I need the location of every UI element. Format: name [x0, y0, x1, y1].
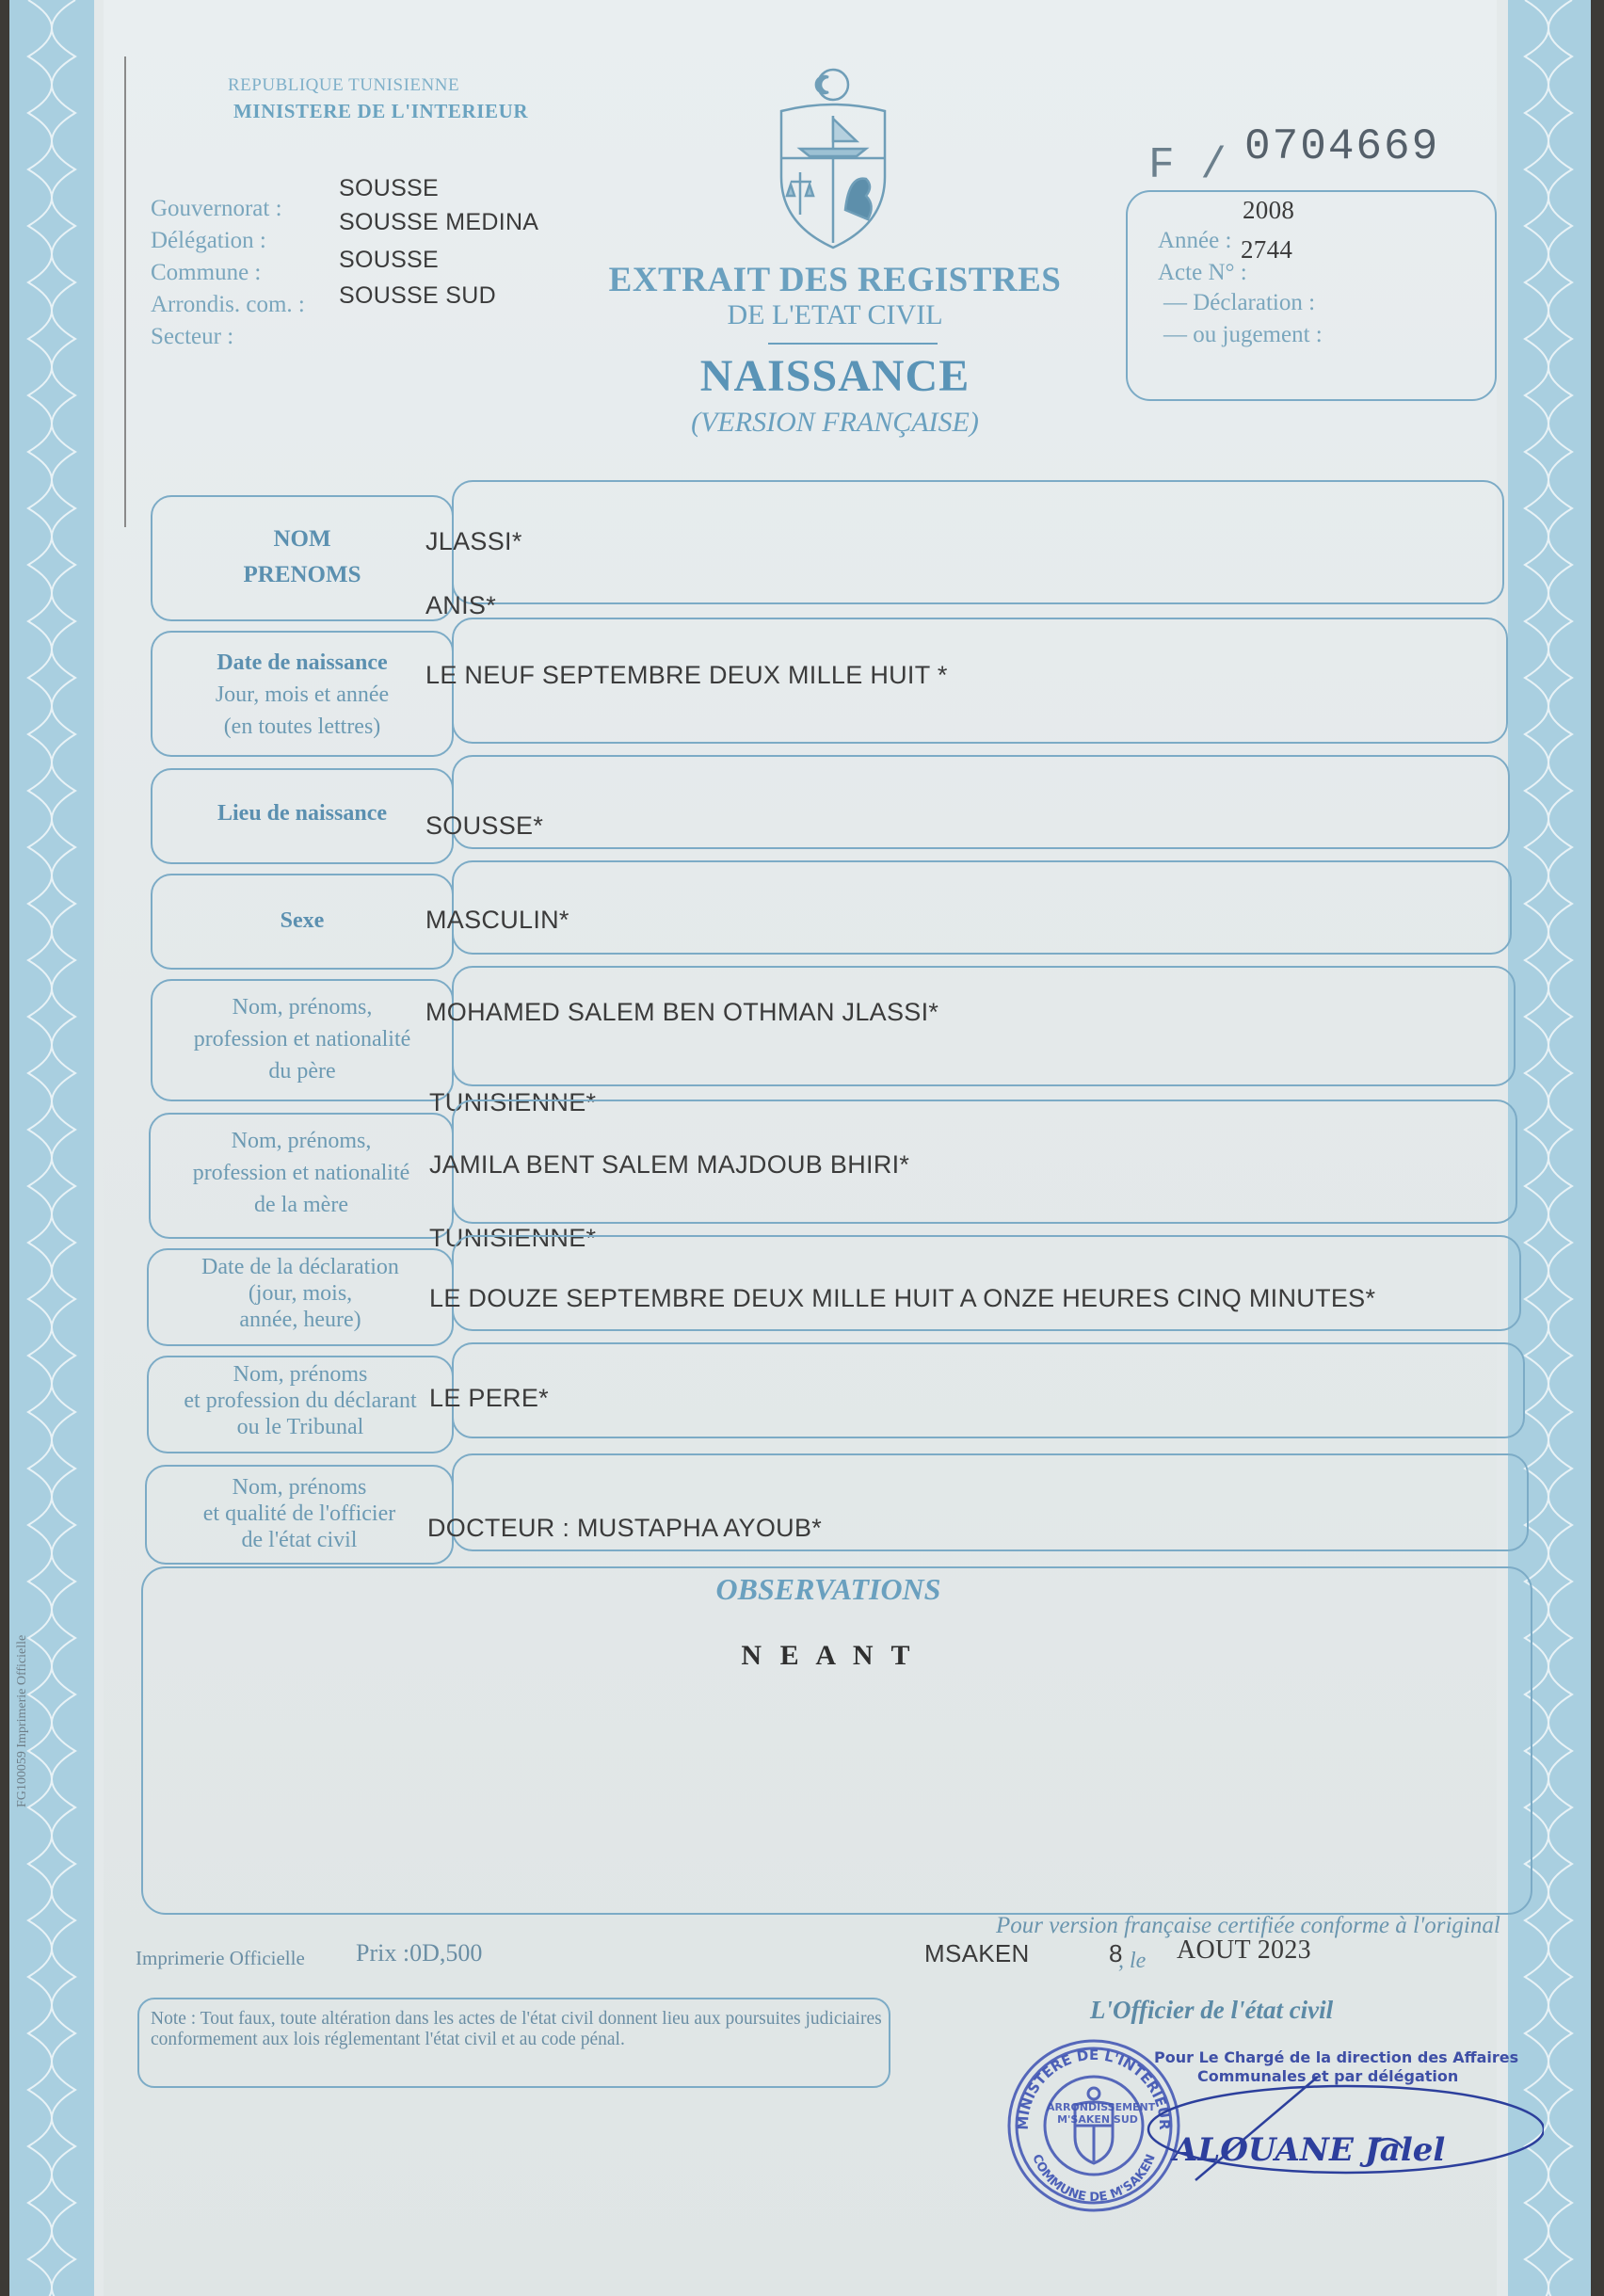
- title-etat-civil: DE L'ETAT CIVIL: [727, 299, 943, 330]
- decl-value-box: [452, 1235, 1521, 1331]
- annee-value: 2008: [1243, 196, 1295, 224]
- header-vertical-rule: [124, 56, 126, 527]
- nom-label: NOM: [273, 526, 331, 552]
- lieu-value-box: [452, 755, 1510, 849]
- title-version: (VERSION FRANÇAISE): [691, 407, 979, 438]
- pere-nationality: TUNISIENNE*: [429, 1088, 597, 1116]
- jugement-label: — ou jugement :: [1163, 322, 1323, 347]
- decl-label-3: année, heure): [239, 1308, 361, 1332]
- delegation-label: Délégation :: [151, 228, 266, 253]
- officier-label-2: et qualité de l'officier: [202, 1501, 396, 1526]
- annee-label: Année :: [1158, 228, 1232, 253]
- date-label-2: Jour, mois et année: [215, 682, 390, 707]
- date-le-label: , le: [1118, 1949, 1147, 1973]
- declarant-label-1: Nom, prénoms: [233, 1362, 368, 1387]
- prenoms-value: ANIS*: [425, 591, 497, 619]
- commune-value: SOUSSE: [339, 247, 439, 273]
- title-underline: [768, 343, 938, 345]
- pere-label-3: du père: [268, 1059, 336, 1084]
- officier-label-3: de l'état civil: [241, 1528, 358, 1552]
- title-extrait: EXTRAIT DES REGISTRES: [608, 261, 1062, 299]
- pere-label-2: profession et nationalité: [193, 1027, 411, 1052]
- mere-label-1: Nom, prénoms,: [231, 1129, 372, 1153]
- stamp-delegation-line1: Pour Le Chargé de la direction des Affaires: [1154, 2048, 1519, 2066]
- observations-title: OBSERVATIONS: [715, 1572, 941, 1606]
- decl-value: LE DOUZE SEPTEMBRE DEUX MILLE HUIT A ONZE HEURES CINQ MINUTES*: [429, 1284, 1376, 1312]
- signatory-name: ALOUANE Jalel: [1173, 2131, 1446, 2169]
- month-year-value: AOUT 2023: [1177, 1935, 1311, 1965]
- lieu-value: SOUSSE*: [425, 811, 544, 840]
- gouvernorat-value: SOUSSE: [339, 175, 439, 201]
- declaration-label: — Déclaration :: [1163, 290, 1316, 315]
- note-text: Note : Tout faux, toute altération dans les actes de l'état civil donnent lieu aux poursuites judiciaires conformement aux lois réglementant l'état civil et au code pénal.: [151, 2009, 882, 2049]
- declarant-label-3: ou le Tribunal: [236, 1415, 364, 1439]
- date-label-3: (en toutes lettres): [223, 714, 381, 739]
- imprimerie-label: Imprimerie Officielle: [136, 1947, 305, 1969]
- decl-label-1: Date de la déclaration: [201, 1255, 399, 1279]
- coat-of-arms-emblem: [762, 64, 904, 252]
- stamp-delegation-line2: Communales et par délégation: [1197, 2067, 1459, 2085]
- acte-value: 2744: [1241, 235, 1293, 264]
- serial-number: 0704669: [1244, 122, 1440, 171]
- sexe-value: MASCULIN*: [425, 906, 569, 934]
- date-value: LE NEUF SEPTEMBRE DEUX MILLE HUIT *: [425, 661, 948, 689]
- left-guilloche-border: [9, 0, 104, 2296]
- prix-label: Prix :0D,500: [356, 1939, 483, 1967]
- declarant-value: LE PERE*: [429, 1384, 549, 1412]
- republic-label: REPUBLIQUE TUNISIENNE: [228, 75, 460, 95]
- prenoms-label: PRENOMS: [243, 562, 361, 587]
- declarant-value-box: [452, 1342, 1525, 1438]
- nom-value: JLASSI*: [425, 527, 522, 555]
- nom-value-box: [452, 480, 1504, 604]
- certified-line: Pour version française certifiée conforme à l'original: [996, 1913, 1500, 1938]
- stamp-arrondissement: ARRONDISSEMENT M'SAKEN SUD: [1047, 2101, 1156, 2126]
- acte-label: Acte N° :: [1158, 260, 1247, 285]
- officier-label-1: Nom, prénoms: [232, 1475, 367, 1500]
- serial-prefix: F /: [1148, 141, 1227, 190]
- pere-value: MOHAMED SALEM BEN OTHMAN JLASSI*: [425, 998, 939, 1026]
- gouvernorat-label: Gouvernorat :: [151, 196, 282, 221]
- document-sheet: [9, 0, 1591, 2296]
- sexe-value-box: [452, 860, 1512, 955]
- mere-nationality: TUNISIENNE*: [429, 1224, 597, 1252]
- svg-text:MINISTERE DE L'INTERIEUR: MINISTERE DE L'INTERIEUR: [1014, 2046, 1174, 2130]
- ministry-label: MINISTERE DE L'INTERIEUR: [233, 100, 529, 122]
- lieu-label: Lieu de naissance: [217, 801, 388, 826]
- pere-label-1: Nom, prénoms,: [232, 995, 373, 1020]
- observations-value: N E A N T: [741, 1640, 916, 1671]
- date-label-1: Date de naissance: [217, 650, 388, 675]
- svg-text:COMMUNE DE M'SAKEN: COMMUNE DE M'SAKEN: [1029, 2152, 1159, 2206]
- mere-label-3: de la mère: [254, 1193, 348, 1217]
- mere-value: JAMILA BENT SALEM MAJDOUB BHIRI*: [429, 1150, 910, 1179]
- nom-label-box: [151, 495, 454, 621]
- sexe-label: Sexe: [280, 908, 325, 933]
- commune-label: Commune :: [151, 260, 262, 285]
- declarant-label-2: et profession du déclarant: [184, 1389, 417, 1413]
- arrondis-value: SOUSSE SUD: [339, 282, 496, 309]
- side-printer-code: FG100059 Imprimerie Officielle: [15, 1634, 29, 1807]
- secteur-label: Secteur :: [151, 324, 234, 349]
- place-value: MSAKEN: [924, 1939, 1030, 1967]
- mere-label-2: profession et nationalité: [192, 1161, 410, 1185]
- day-value: 8: [1109, 1939, 1123, 1967]
- decl-label-2: (jour, mois,: [248, 1281, 353, 1306]
- officer-title: L'Officier de l'état civil: [1090, 1996, 1334, 2024]
- observations-box: [141, 1566, 1532, 1915]
- arrondis-label: Arrondis. com. :: [151, 292, 305, 317]
- delegation-value: SOUSSE MEDINA: [339, 209, 539, 235]
- title-naissance: NAISSANCE: [699, 351, 970, 401]
- officier-value: DOCTEUR : MUSTAPHA AYOUB*: [427, 1514, 823, 1542]
